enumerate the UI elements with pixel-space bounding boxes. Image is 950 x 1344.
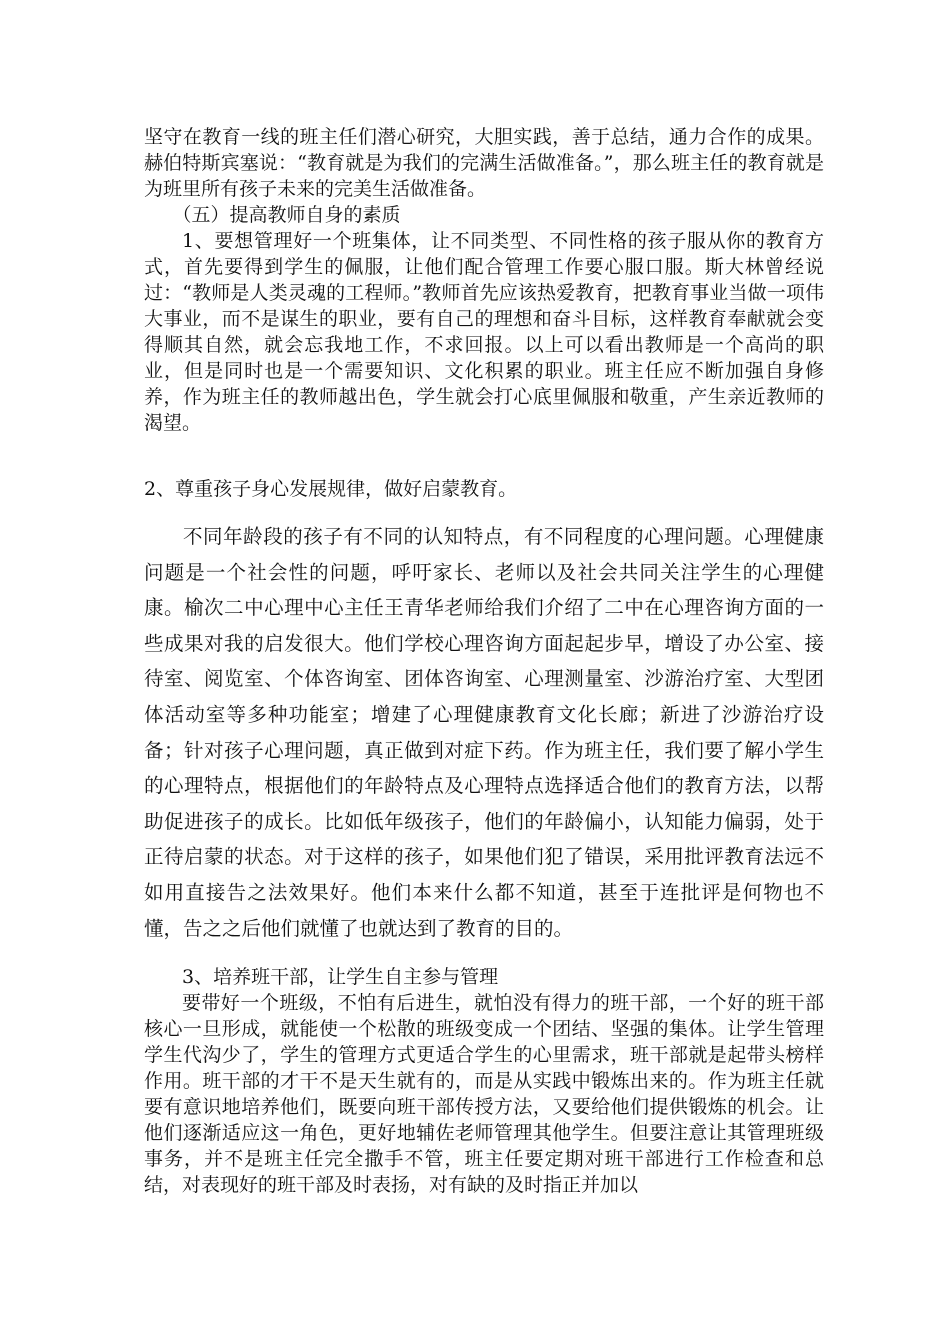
subheading-point-2-wrapper (144, 476, 824, 502)
section-psychology (144, 519, 824, 946)
paragraph-point-3: 要带好一个班级，不怕有后进生，就怕没有得力的班干部，一个好的班干部核心一旦形成，就能使一个松散的班级变成一个团结、坚强的集体。让学生管理学生代沟少了，学生的管理方式更适合学生的心里需求，班干部就是起带头榜样作用。班干部的才干不是天生就有的，而是从实践中锻炼出来的。作为班主任就要有意识地培养他们，既要向班干部传授方法，又要给他们提供锻炼的机会。让他们逐渐适应这一角色，更好地辅佐老师管理其他学生。但要注意让其管理班级事务，并不是班主任完全撒手不管，班主任要定期对班干部进行工作检查和总结，对表现好的班干部及时表扬，对有缺的及时指正并加以 (144, 992, 824, 1196)
section-class-cadres (144, 964, 824, 1198)
paragraph-intro-continued: 坚守在教育一线的班主任们潜心研究，大胆实践，善于总结，通力合作的成果。赫伯特斯宾塞说：“教育就是为我们的完满生活做准备。”，那么班主任的教育就是为班里所有孩子未来的完美生活做准备。 (144, 126, 824, 200)
section-heading-five: （五）提高教师自身的素质 (172, 204, 401, 226)
paragraph-point-2: 不同年龄段的孩子有不同的认知特点，有不同程度的心理问题。心理健康问题是一个社会性的问题，呼吁家长、老师以及社会共同关注学生的心理健康。榆次二中心理中心主任王青华老师给我们介绍了二中在心理咨询方面的一些成果对我的启发很大。他们学校心理咨询方面起起步早，增设了办公室、接待室、阅览室、个体咨询室、团体咨询室、心理测量室、沙游治疗室、大型团体活动室等多种功能室；增建了心理健康教育文化长廊；新进了沙游治疗设备；针对孩子心理问题，真正做到对症下药。作为班主任，我们要了解小学生的心理特点，根据他们的年龄特点及心理特点选择适合他们的教育方法，以帮助促进孩子的成长。比如低年级孩子，他们的年龄偏小，认知能力偏弱，处于正待启蒙的状态。对于这样的孩子，如果他们犯了错误，采用批评教育法远不如用直接告之法效果好。他们本来什么都不知道，甚至于连批评是何物也不懂，告之之后他们就懂了也就达到了教育的目的。 (144, 525, 824, 940)
section-teacher-quality (144, 124, 824, 436)
subheading-point-3: 3、培养班干部，让学生自主参与管理 (182, 966, 499, 988)
subheading-point-2: 2、尊重孩子身心发展规律，做好启蒙教育。 (144, 478, 518, 500)
paragraph-point-1: 1、要想管理好一个班集体，让不同类型、不同性格的孩子服从你的教育方式，首先要得到学生的佩服，让他们配合管理工作要心服口服。斯大林曾经说过：“教师是人类灵魂的工程师。”教师首先应该热爱教育，把教育事业当做一项伟大事业，而不是谋生的职业，要有自己的理想和奋斗目标，这样教育奉献就会变得顺其自然，就会忘我地工作，不求回报。以上可以看出教师是一个高尚的职业，但是同时也是一个需要知识、文化积累的职业。班主任应不断加强自身修养，作为班主任的教师越出色，学生就会打心底里佩服和敬重，产生亲近教师的渴望。 (144, 230, 824, 434)
